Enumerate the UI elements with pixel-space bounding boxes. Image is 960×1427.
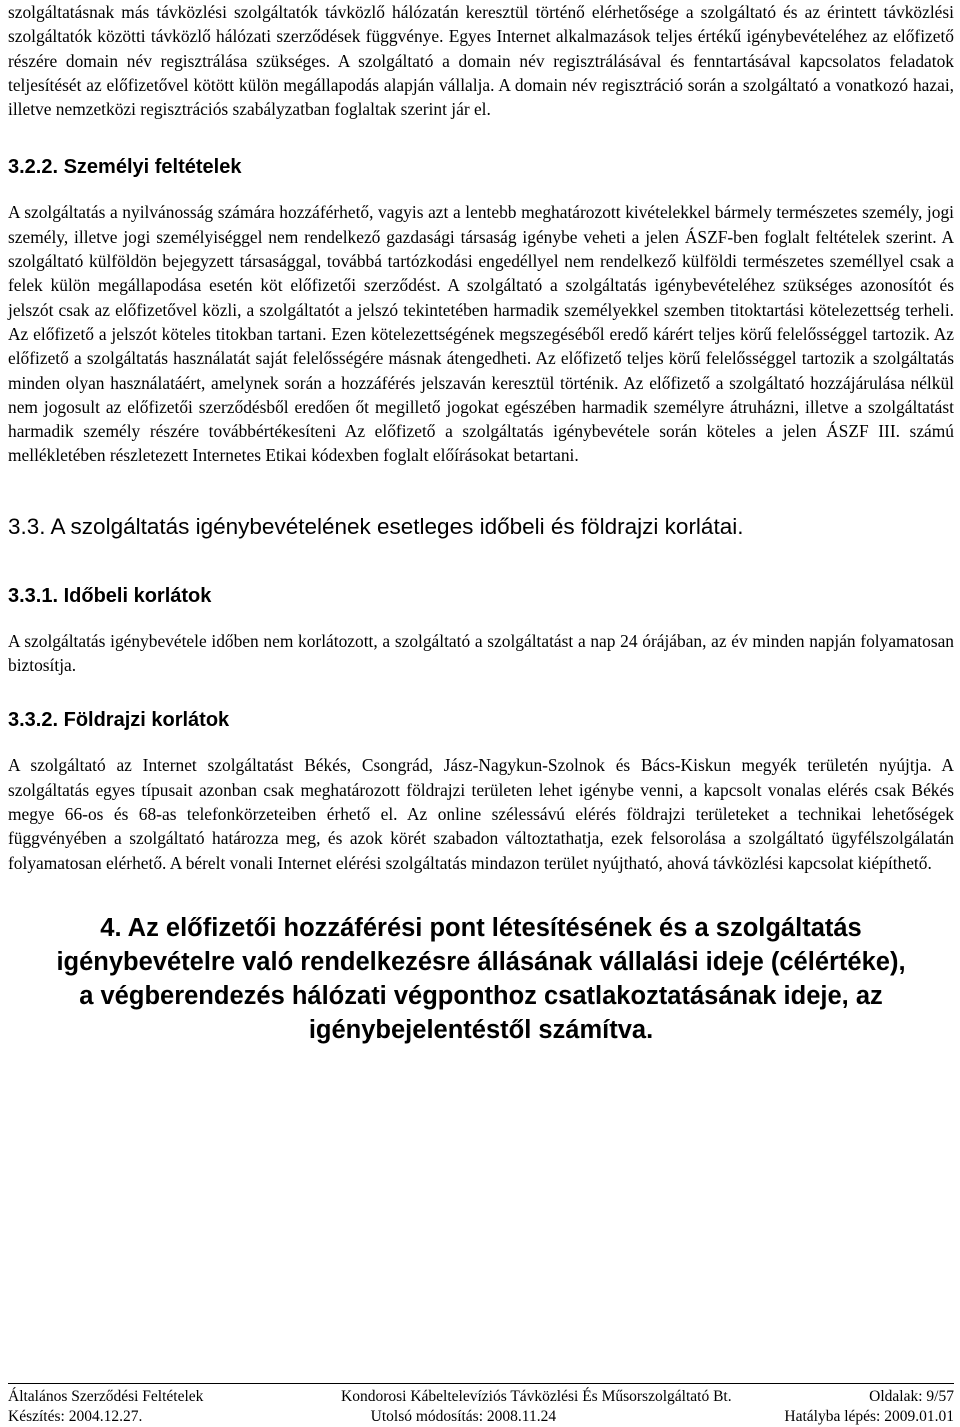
footer-effective: Hatályba lépés: 2009.01.01	[784, 1408, 954, 1425]
page-footer	[8, 1383, 954, 1427]
paragraph-time-limits: A szolgáltatás igénybevétele időben nem korlátozott, a szolgáltató a szolgáltatást a nap 24 órájában, az év minden napján folyamatosan biztosítja.	[8, 630, 954, 676]
paragraph-geographic-limits: A szolgáltató az Internet szolgáltatást Békés, Csongrád, Jász-Nagykun-Szolnok és Bács-Kiskun megyék területén nyújtja. A szolgáltatás egyes típusait azonban csak meghatározott földrajzi területen lehet igénybe venni, a kapcsolt vonalas elérés csak Békés megye 66-os és 68-as telefonkörzeteiben érhető el. Az online szélessávú elérés földrajzi területeket a technikai lehetőségek függvényében a szolgáltató határozza meg, és azok körét szabadon változtathatja, ezek felsorolása a szolgáltató ügyfélszolgálatán folyamatosan elérhető. A bérelt vonali Internet elérési szolgáltatás mindazon terület nyújtható, ahová távközlési kapcsolat kiépíthető.	[8, 755, 954, 873]
heading-4: 4. Az előfizetői hozzáférési pont létesítésének és a szolgáltatás igénybevételre való rendelkezésre állásának vállalási ideje (célértéke), a végberendezés hálózati végponthoz csatlakoztatásának ideje, az igénybejelentéstől számítva.	[56, 913, 906, 1044]
paragraph-personal-conditions: A szolgáltatás a nyilvánosság számára hozzáférhető, vagyis azt a lentebb meghatározott kivételekkel bármely természetes személy, jogi személy, illetve jogi személyiséggel nem rendelkező gazdasági társaság igénybe veheti a jelen ÁSZF-ben foglalt feltételek szerint. A szolgáltató külföldön bejegyzett társasággal, továbbá tartózkodási engedéllyel nem rendelkező külföldi természetes személlyel csak a felek külön megállapodása esetén köt előfizetői szerződést. A szolgáltató a szolgáltatás igénybevételéhez szükséges azonosítót és jelszót csak az előfizetővel közli, a szolgáltatót a jelszó tekintetében harmadik személyekkel szemben titoktartási kötelezettség terheli. Az előfizető a jelszót köteles titokban tartani. Ezen kötelezettségének megszegéséből eredő kárért teljes körű felelősséggel tartozik. Az előfizető a szolgáltatás használatát saját felelősségére másnak átengedheti. Az előfizető teljes körű felelősséggel tartozik a szolgáltatás minden olyan használatáért, amelynek során a hozzáférés jelszaván keresztül történik. Az előfizető a szolgáltató hozzájárulása nélkül nem jogosult az előfizetői szerződésből eredően őt megillető jogokat egészében harmadik személyre átruházni, illetve a szolgáltatást harmadik személy részére továbbértékesíteni Az előfizető a szolgáltatás igénybevétele során köteles a jelen ÁSZF III. számú mellékletében részletezett Internetes Etikai kódexben foglalt előírásokat betartani.	[8, 202, 954, 466]
paragraph-intro: szolgáltatásnak más távközlési szolgáltatók távközlő hálózatán keresztül történő elérhetősége a szolgáltató és az érintett távközlési szolgáltatók közötti távközlő hálózati szerződések függvénye. Egyes Internet alkalmazások teljes értékű igénybevételéhez az előfizető részére domain név regisztrálása szükséges. A szolgáltató a domain név regisztrálásával és fenntartásával kapcsolatos feladatok teljesítését az előfizetővel kötött külön megállapodás alapján vállalja. A domain név regisztráció során a szolgáltató a vonatkozó hazai, illetve nemzetközi regisztrációs szabályzatban foglaltak szerint jár el.	[8, 2, 954, 120]
footer-company: Kondorosi Kábeltelevíziós Távközlési És Műsorszolgáltató Bt.	[341, 1388, 732, 1405]
footer-created: Készítés: 2004.12.27.	[8, 1408, 143, 1425]
footer-doc-title: Általános Szerződési Feltételek	[8, 1388, 204, 1405]
heading-3-3: 3.3. A szolgáltatás igénybevételének esetleges időbeli és földrajzi korlátai.	[8, 513, 744, 539]
heading-3-3-2: 3.3.2. Földrajzi korlátok	[8, 709, 230, 732]
heading-3-3-1: 3.3.1. Időbeli korlátok	[8, 584, 212, 607]
document-page	[8, 0, 954, 1047]
footer-row-2	[8, 1407, 954, 1427]
heading-3-2-2: 3.2.2. Személyi feltételek	[8, 156, 242, 179]
footer-pages: Oldalak: 9/57	[869, 1388, 954, 1405]
footer-modified: Utolsó módosítás: 2008.11.24	[370, 1408, 557, 1425]
footer-row-1	[8, 1387, 954, 1407]
